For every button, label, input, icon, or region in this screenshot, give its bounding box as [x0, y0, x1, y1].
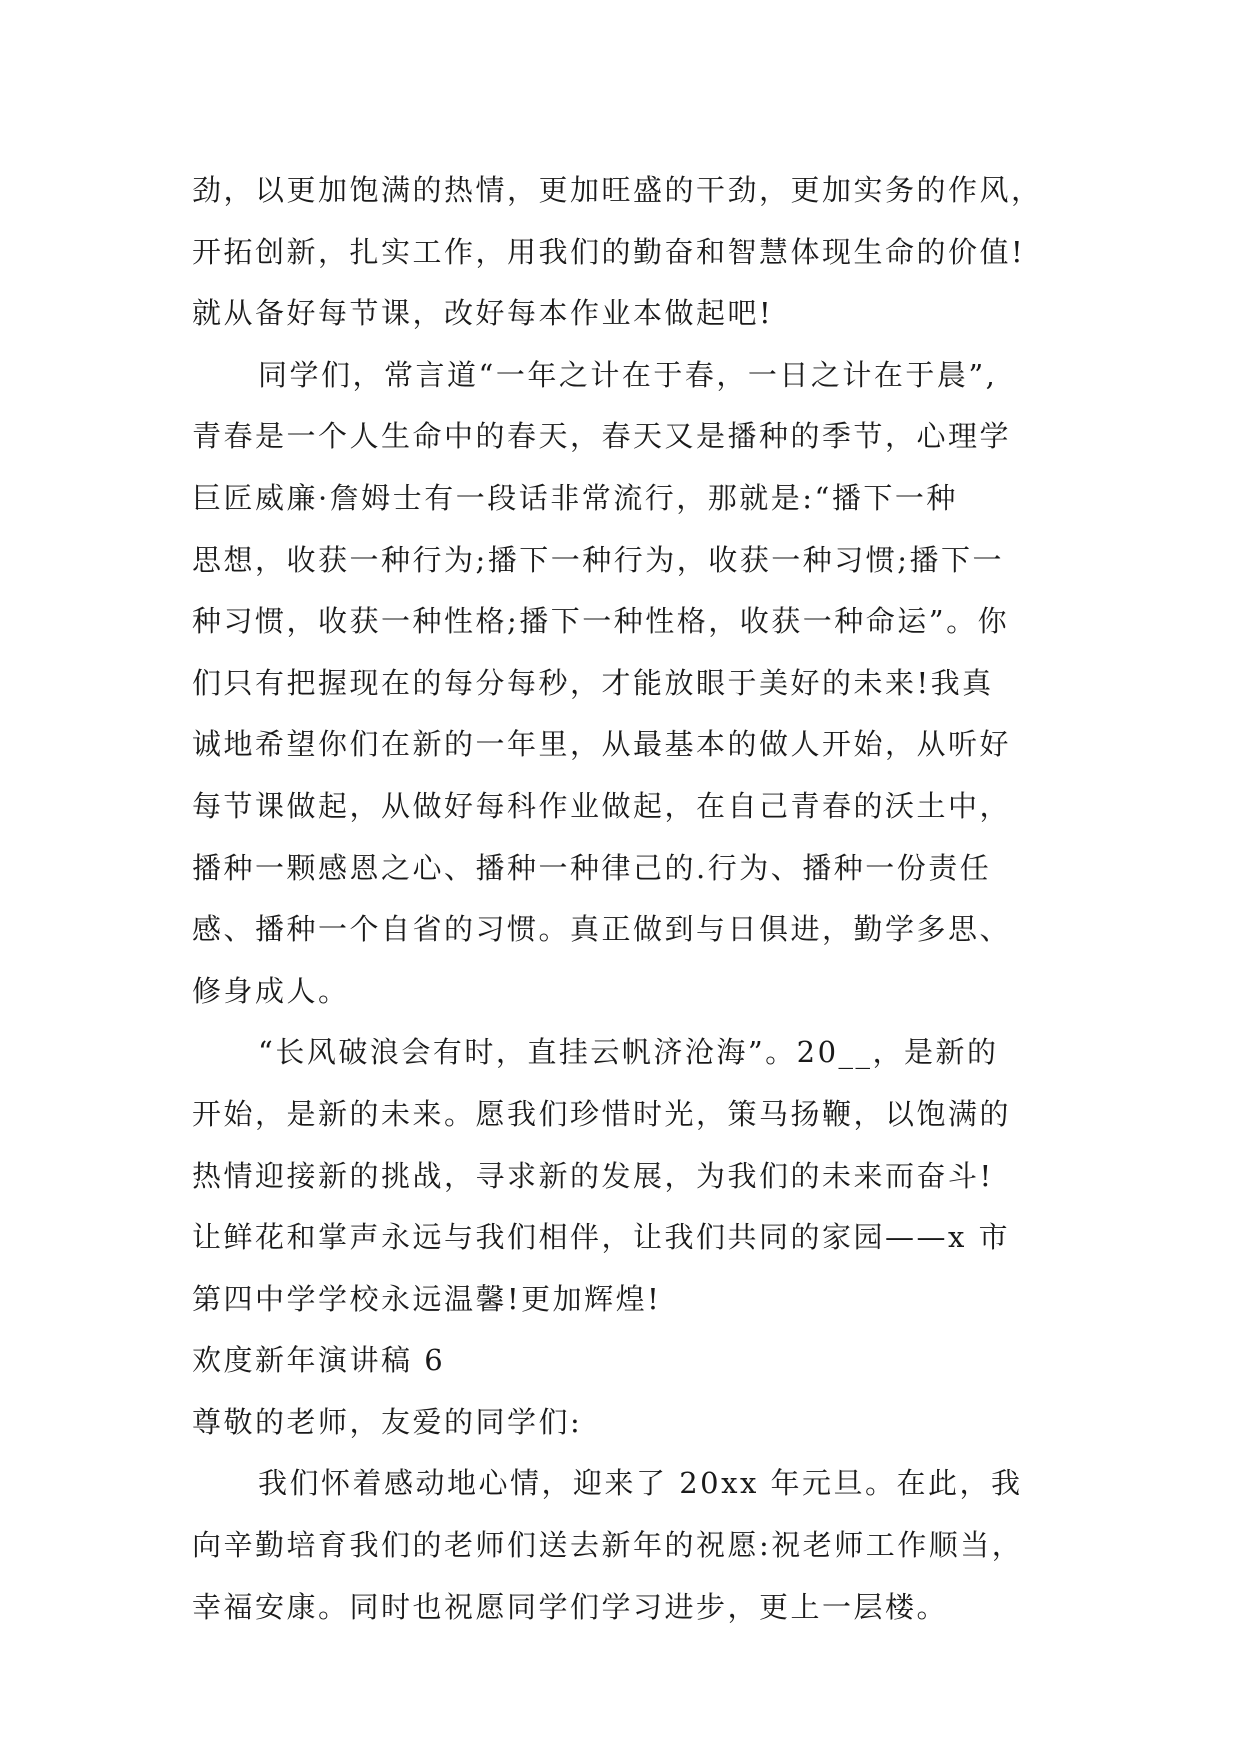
text-line: 就从备好每节课，改好每本作业本做起吧!	[192, 296, 774, 331]
text-line: 巨匠威廉·詹姆士有一段话非常流行，那就是:“播下一种	[192, 480, 958, 515]
text-line: 让鲜花和掌声永远与我们相伴，让我们共同的家园——x 市	[192, 1220, 1011, 1255]
paragraph-first-line: 我们怀着感动地心情，迎来了 20xx 年元旦。在此，我	[258, 1466, 1023, 1501]
salutation: 尊敬的老师，友爱的同学们:	[192, 1404, 583, 1439]
text-line: 劲，以更加饱满的热情，更加旺盛的干劲，更加实务的作风，	[192, 173, 1043, 207]
text-line: 播种一颗感恩之心、播种一种律己的.行为、播种一份责任	[192, 850, 992, 885]
text-line: 热情迎接新的挑战，寻求新的发展，为我们的未来而奋斗!	[192, 1158, 994, 1193]
text-line: 第四中学学校永远温馨!更加辉煌!	[192, 1281, 662, 1316]
text-line: 们只有把握现在的每分每秒，才能放眼于美好的未来!我真	[192, 665, 994, 700]
text-line: 感、播种一个自省的习惯。真正做到与日俱进，勤学多思、	[192, 912, 1012, 947]
text-line: 每节课做起，从做好每科作业做起，在自己青春的沃土中，	[192, 788, 1012, 823]
text-line: 向辛勤培育我们的老师们送去新年的祝愿:祝老师工作顺当，	[192, 1528, 1024, 1563]
paragraph-first-line: “长风破浪会有时，直挂云帆济沧海”。20__，是新的	[258, 1035, 999, 1070]
text-line: 思想，收获一种行为;播下一种行为，收获一种习惯;播下一	[192, 542, 1005, 577]
text-line: 青春是一个人生命中的春天，春天又是播种的季节，心理学	[192, 419, 1012, 454]
text-line: 修身成人。	[192, 973, 350, 1008]
text-line: 幸福安康。同时也祝愿同学们学习进步，更上一层楼。	[192, 1589, 949, 1624]
text-line: 开始，是新的未来。愿我们珍惜时光，策马扬鞭，以饱满的	[192, 1096, 1012, 1131]
document-body	[192, 160, 1052, 1638]
text-line: 诚地希望你们在新的一年里，从最基本的做人开始，从听好	[192, 727, 1012, 762]
text-line: 开拓创新，扎实工作，用我们的勤奋和智慧体现生命的价值!	[192, 234, 1026, 269]
paragraph-first-line: 同学们，常言道“一年之计在于春，一日之计在于晨”,	[258, 357, 998, 392]
text-line: 种习惯，收获一种性格;播下一种性格，收获一种命运”。你	[192, 604, 1010, 639]
section-heading: 欢度新年演讲稿 6	[192, 1343, 446, 1378]
